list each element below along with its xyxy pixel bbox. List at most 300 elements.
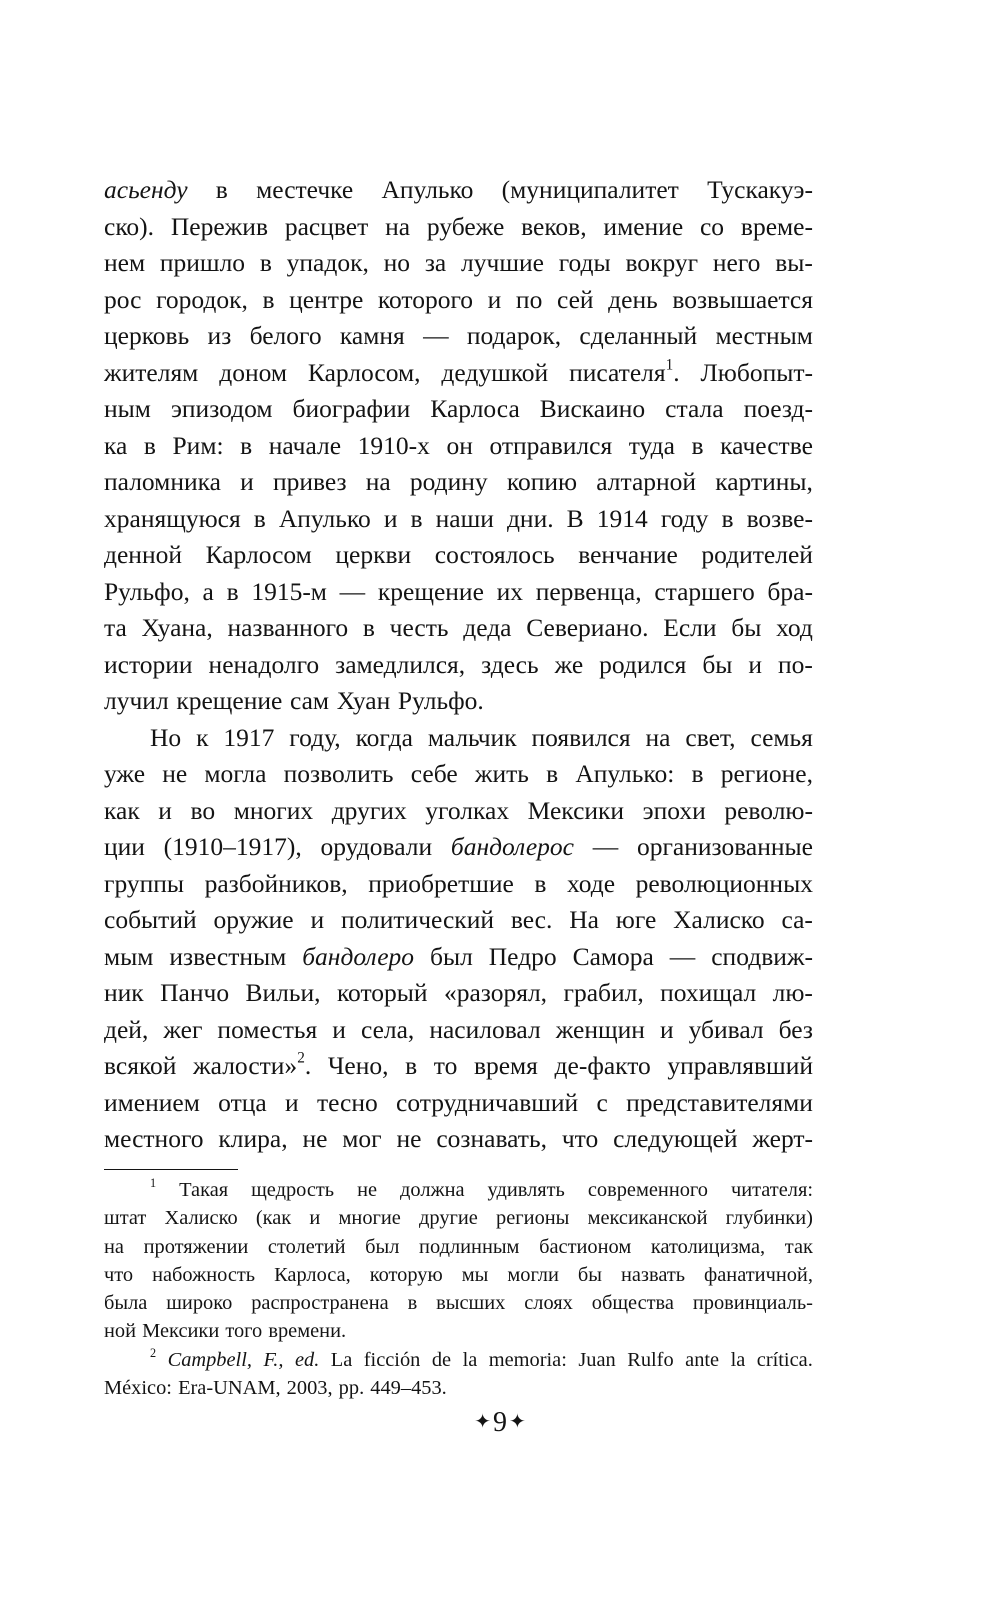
word: Рульфо. [397, 686, 484, 715]
word: провинциаль- [692, 1292, 813, 1315]
word: была [104, 1292, 148, 1315]
word: читателя: [730, 1179, 813, 1201]
main-text [104, 172, 813, 1158]
word: событий [104, 905, 197, 934]
word: Апулько [381, 175, 474, 204]
word: могли [507, 1263, 559, 1286]
word: бы [577, 1263, 602, 1286]
word: Самора [572, 941, 654, 971]
word: — [339, 576, 366, 606]
word: то [433, 1051, 458, 1080]
word-text: жалости» [193, 1051, 298, 1080]
word: белого [249, 321, 322, 350]
word: эпизодом [170, 394, 273, 423]
word: что [561, 1124, 599, 1153]
word: истории [104, 649, 193, 679]
ornament-right-icon: ✦ [509, 1411, 526, 1433]
word: жерт- [752, 1124, 813, 1153]
word: распространена [251, 1292, 389, 1315]
word: 449–453. [370, 1377, 447, 1400]
word: организованные [636, 832, 813, 861]
word: биографии [292, 394, 411, 423]
word: уже [104, 759, 146, 788]
word: в [226, 576, 239, 606]
word: Рульфо, [104, 576, 190, 606]
word: села, [360, 1014, 415, 1044]
word [569, 355, 680, 392]
text-line [104, 939, 813, 976]
word: начале [268, 430, 342, 460]
word: мексиканской [587, 1207, 708, 1230]
word: орудовали [320, 832, 433, 861]
word: рос [104, 284, 142, 314]
text-line [104, 1233, 813, 1261]
word: бы [731, 613, 762, 642]
word: сотрудничавший [396, 1087, 579, 1117]
text-line [104, 574, 813, 611]
word: и [487, 284, 502, 314]
word: здесь [481, 649, 539, 679]
word: возвышается [672, 284, 813, 314]
word: ции [104, 832, 145, 861]
word: дей, [104, 1014, 149, 1044]
word: веков, [521, 211, 587, 241]
word: без [778, 1014, 813, 1044]
word: Карлосом [205, 540, 312, 569]
word: не [396, 1124, 422, 1153]
word: — [423, 321, 449, 350]
word: католицизма, [650, 1235, 766, 1258]
word: не [302, 1124, 328, 1153]
word: в [546, 759, 559, 788]
word: году, [289, 722, 341, 752]
word: которого [377, 284, 474, 314]
word: был [429, 941, 473, 971]
word: в [410, 503, 423, 533]
word: родину [409, 467, 488, 496]
word [295, 1346, 319, 1374]
text-line [104, 902, 813, 939]
word: в [691, 430, 704, 460]
word: родителей [701, 540, 813, 569]
word: и [659, 1014, 674, 1044]
word: расцвет [284, 211, 369, 241]
word: de [431, 1348, 452, 1371]
word: со [699, 211, 725, 241]
word: Рим: [172, 430, 224, 460]
word: В [566, 503, 584, 533]
word: возве- [746, 503, 813, 533]
text-line [104, 391, 813, 428]
word: назвать [620, 1263, 686, 1286]
word [263, 1346, 283, 1374]
word: день [608, 284, 658, 314]
word: сознавать, [436, 1124, 547, 1153]
word: Любопыт- [700, 357, 813, 387]
word: вес. [510, 905, 553, 934]
text-line [104, 1121, 813, 1158]
word: 1914 [596, 503, 648, 533]
word [193, 1048, 311, 1085]
word: слоях [524, 1292, 573, 1315]
word: удивлять [487, 1179, 565, 1201]
word: Чено, [327, 1051, 389, 1080]
word: стала [665, 394, 724, 423]
word: представителями [626, 1087, 813, 1117]
word: де-факто [554, 1051, 651, 1080]
word [302, 939, 414, 976]
word: другие [419, 1207, 478, 1230]
word: ной [104, 1320, 137, 1343]
word: (как [255, 1207, 292, 1230]
word: в [362, 613, 375, 642]
word: тесно [316, 1087, 378, 1117]
word: Карлоса [430, 394, 520, 423]
word-text: асьенду [104, 175, 188, 204]
word: ход [776, 613, 813, 642]
word: бастионом [539, 1235, 632, 1258]
word: насиловал [429, 1014, 541, 1044]
word: позволить [283, 759, 394, 788]
footnote-ref: 1 [665, 356, 674, 374]
word: многих [233, 795, 314, 825]
word-text: ed. [294, 1348, 320, 1371]
word: бы [702, 649, 733, 679]
word: в [691, 759, 704, 788]
word: привез [272, 467, 347, 496]
page-number [0, 1404, 1000, 1441]
word: Но [150, 722, 182, 752]
word: камня [339, 321, 405, 350]
word: убивал [688, 1014, 764, 1044]
word-text: писателя [569, 357, 666, 387]
word: городок, [156, 284, 248, 314]
word: Карлосом, [307, 357, 421, 387]
word [150, 1176, 156, 1204]
word: и [383, 503, 398, 533]
word: Апулько: [575, 759, 675, 788]
word: крещение [377, 576, 484, 606]
word: женщин [555, 1014, 645, 1044]
word: регионы [496, 1207, 570, 1230]
word: паломника [104, 467, 221, 496]
word: имение [603, 211, 684, 241]
word: честь [389, 613, 449, 642]
text-line [104, 720, 813, 757]
word: 2003, [286, 1377, 333, 1400]
word: и [309, 1207, 321, 1230]
word: на [104, 1235, 124, 1258]
word: Хуан [336, 686, 391, 715]
footnote-rule [104, 1169, 238, 1170]
word: жить [474, 759, 529, 788]
word: себе [410, 759, 458, 788]
word: и [310, 905, 325, 934]
word: первенца, [535, 576, 642, 606]
word: Rulfo [627, 1348, 674, 1371]
text-line [104, 282, 813, 319]
word: Панчо [160, 978, 230, 1007]
word: в [721, 503, 734, 533]
word: так [784, 1235, 813, 1258]
word: ходе [566, 868, 616, 898]
word: других [331, 795, 407, 825]
text-line [104, 1289, 813, 1317]
word: дни. [506, 503, 554, 533]
word: «разорял, [443, 978, 548, 1007]
word: нем [104, 248, 146, 277]
word: вокруг [625, 248, 699, 277]
word: la [730, 1348, 746, 1371]
word: местного [104, 1124, 204, 1153]
word: грабил, [563, 978, 644, 1007]
word: на [365, 467, 391, 496]
text-line [104, 756, 813, 793]
text-line [104, 209, 813, 246]
footnote-ref: 2 [297, 1049, 305, 1067]
word: местным [715, 321, 813, 350]
word: из [207, 321, 232, 350]
text-line [104, 537, 813, 574]
word-text: Campbell, [167, 1348, 252, 1371]
word: по- [778, 649, 813, 679]
word: времени. [268, 1320, 347, 1343]
word: глубинки) [725, 1207, 813, 1230]
word: Пережив [170, 211, 268, 241]
word: должна [400, 1179, 465, 1201]
word: Халиско [164, 1207, 238, 1230]
word: был [365, 1235, 400, 1258]
word: Севериано. [526, 613, 649, 642]
word: на [645, 722, 671, 752]
word: la [462, 1348, 478, 1371]
word: сделанный [579, 321, 698, 350]
word: La [330, 1348, 353, 1371]
text-line [104, 1204, 813, 1232]
word: когда [355, 722, 413, 752]
word: време- [740, 211, 813, 241]
word: упадок, [286, 248, 369, 277]
word: церкви [335, 540, 412, 569]
word: деда [463, 613, 512, 642]
word: Карлоса, [274, 1263, 351, 1286]
word: отца [218, 1087, 267, 1117]
word: местечке [256, 175, 354, 204]
text-line [104, 866, 813, 903]
word: и [240, 467, 254, 496]
text-line [104, 1261, 813, 1289]
word-punct: . [304, 1051, 312, 1080]
paragraph [104, 172, 813, 720]
footnotes [104, 1176, 813, 1402]
word: регионе, [720, 759, 813, 788]
text-line [104, 1176, 813, 1204]
word: 1915-м [251, 576, 327, 606]
word: наши [435, 503, 494, 533]
word: pp. [338, 1377, 365, 1400]
word: хранящуюся [104, 503, 241, 533]
word: их [496, 576, 523, 606]
word: картины, [715, 467, 813, 496]
word: замедлился, [335, 649, 466, 679]
word-punct: . [673, 357, 680, 387]
word: него [712, 248, 761, 277]
word: году [660, 503, 709, 533]
word: в [215, 175, 228, 204]
word: не [357, 1179, 378, 1201]
word: по [515, 284, 543, 314]
word: набожность [152, 1263, 256, 1286]
word: который [336, 978, 428, 1007]
text-line [104, 464, 813, 501]
word: названного [227, 613, 349, 642]
word: — [669, 941, 696, 971]
word: лю- [772, 978, 813, 1007]
text-line [104, 355, 813, 392]
word: свет, [685, 722, 736, 752]
word: которую [369, 1263, 443, 1286]
word: подлинным [419, 1235, 520, 1258]
word: Вильи, [245, 978, 321, 1007]
text-line [104, 793, 813, 830]
word: 1910-х [357, 430, 430, 460]
word: годы [558, 248, 611, 277]
word: México: [104, 1377, 172, 1400]
word: 1917 [223, 722, 275, 752]
word: но [383, 248, 411, 277]
word: в [240, 430, 253, 460]
word: приобретшие [368, 868, 514, 898]
word-text: F., [263, 1348, 284, 1371]
text-line [104, 647, 813, 684]
word: денной [104, 540, 182, 569]
word: лучил [104, 686, 169, 715]
word: оружие [213, 905, 294, 934]
word: ante [685, 1348, 720, 1371]
word: юге [615, 905, 657, 934]
word: и [284, 1087, 299, 1117]
word: время [473, 1051, 538, 1080]
word: Мексики [142, 1320, 220, 1343]
word: Хуана, [141, 613, 213, 642]
page-number-value: 9 [493, 1407, 507, 1438]
word: следующей [613, 1124, 738, 1153]
word: что [104, 1263, 134, 1286]
word: в [253, 503, 266, 533]
text-line [104, 610, 813, 647]
word: церковь [104, 321, 190, 350]
word: Juan [578, 1348, 616, 1371]
word: дедушкой [441, 357, 549, 387]
word: подарок, [466, 321, 562, 350]
word: за [424, 248, 447, 277]
footnote [104, 1176, 813, 1346]
text-line [104, 172, 813, 209]
word: сподвиж- [711, 941, 813, 971]
word: crítica. [756, 1348, 813, 1371]
word: лучшие [461, 248, 544, 277]
word: в [534, 868, 547, 898]
word [168, 1346, 252, 1374]
paragraph [104, 720, 813, 1158]
word: поместья [217, 1014, 318, 1044]
word: ка [104, 430, 128, 460]
word: политический [340, 905, 494, 934]
word: имением [104, 1087, 200, 1117]
word: и [332, 1014, 346, 1044]
footnote-ref: 2 [150, 1345, 157, 1360]
text-line [104, 829, 813, 866]
word: столетий [267, 1235, 346, 1258]
word: та [104, 613, 127, 642]
word: отправился [489, 430, 613, 460]
word: са- [781, 905, 813, 934]
word: в [405, 1051, 418, 1080]
footnote-ref: 1 [150, 1175, 157, 1190]
word: современного [587, 1179, 708, 1201]
word: револю- [724, 795, 813, 825]
word: могла [204, 759, 267, 788]
word: он [446, 430, 473, 460]
word: не [162, 759, 188, 788]
word: Тускакуэ- [707, 175, 813, 204]
word: На [569, 905, 599, 934]
word: жег [163, 1014, 203, 1044]
text-line [104, 683, 813, 720]
word: похищал [660, 978, 757, 1007]
word: сам [289, 686, 330, 715]
text-line [104, 245, 813, 282]
word: ficción [363, 1348, 421, 1371]
word: уголках [425, 795, 510, 825]
word: щедрость [251, 1179, 335, 1201]
word: вы- [775, 248, 813, 277]
word: штат [104, 1207, 147, 1230]
word: на [385, 211, 411, 241]
word: в [259, 248, 272, 277]
word: же [554, 649, 584, 679]
word: ным [104, 394, 151, 423]
word: в [262, 284, 275, 314]
word [104, 172, 188, 209]
word: копию [506, 467, 578, 496]
word: доном [219, 357, 287, 387]
word: Если [663, 613, 717, 642]
word-text: бандолерос [450, 832, 575, 861]
word: центре [289, 284, 364, 314]
word: известным [169, 941, 287, 971]
word: Апулько [278, 503, 371, 533]
word: Era-UNAM, [178, 1377, 281, 1400]
word: и [158, 795, 172, 825]
text-line [104, 1346, 813, 1374]
text-line [104, 975, 813, 1012]
word: мальчик [427, 722, 517, 752]
word: пришло [159, 248, 246, 277]
word: семья [750, 722, 813, 752]
word: широко [166, 1292, 233, 1315]
word: туда [628, 430, 675, 460]
word: высших [436, 1292, 506, 1315]
text-line [104, 501, 813, 538]
word: управлявший [667, 1051, 813, 1080]
word: революционных [635, 868, 813, 898]
word: эпохи [642, 795, 706, 825]
word: к [196, 722, 209, 752]
word: разбойников, [204, 868, 348, 898]
word [451, 829, 574, 866]
word: а [202, 576, 214, 606]
